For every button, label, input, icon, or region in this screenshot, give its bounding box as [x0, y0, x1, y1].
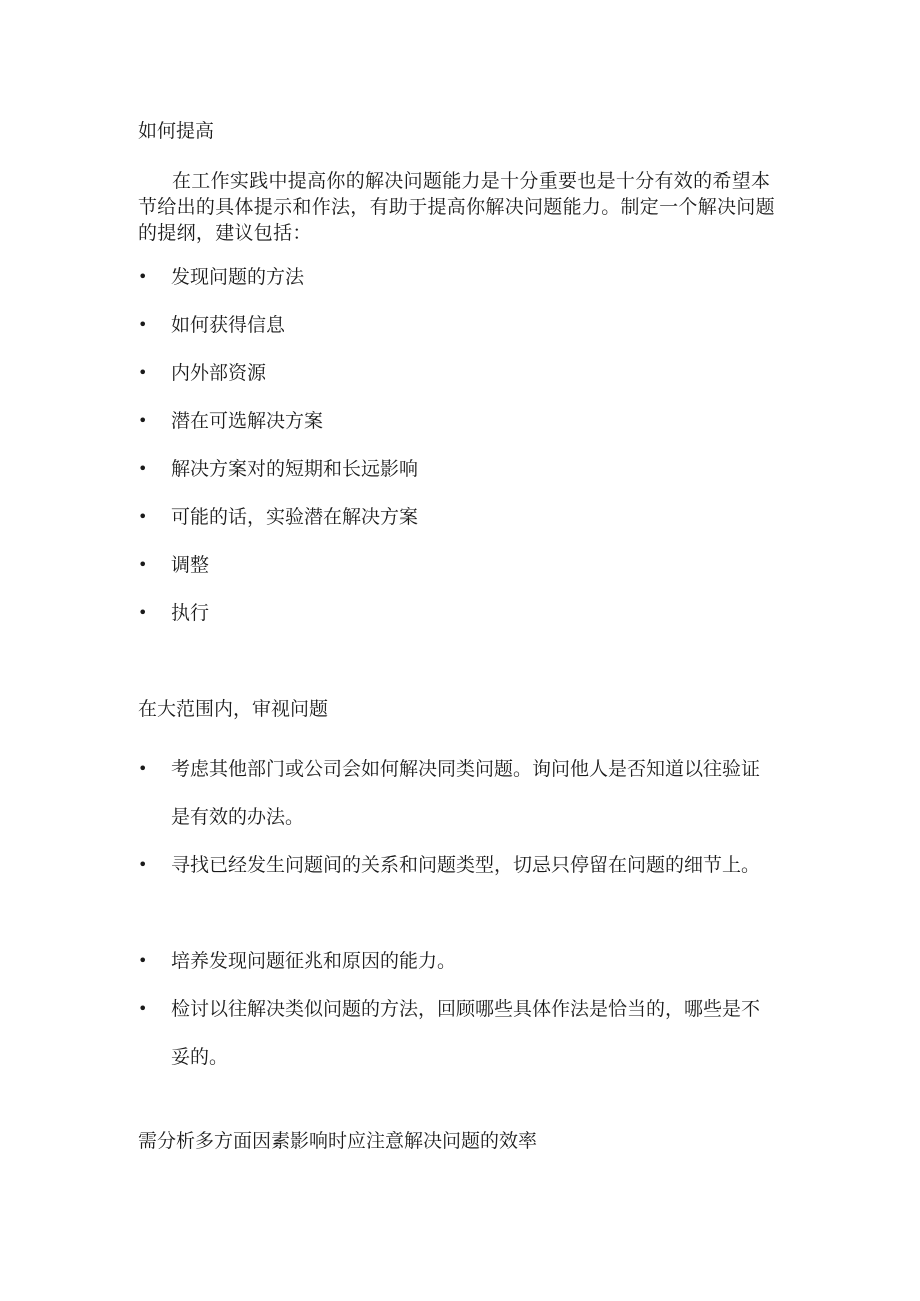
list-item: • 潜在可选解决方案 — [138, 410, 324, 432]
bullet-icon: • — [138, 603, 148, 622]
list-item: • 内外部资源 — [138, 362, 267, 384]
bullet-icon: • — [138, 951, 148, 970]
bullet-icon: • — [138, 267, 148, 286]
list-item: • 执行 — [138, 602, 210, 624]
bullet-icon: • — [138, 363, 148, 382]
list-item: • 调整 — [138, 554, 210, 576]
section-heading-improve: 如何提高 — [138, 120, 215, 142]
outline-list — [138, 265, 788, 649]
bullet-icon: • — [138, 411, 148, 430]
list-item: • 寻找已经发生问题间的关系和问题类型，切忌只停留在问题的细节上。 — [138, 854, 761, 876]
bullet-icon: • — [138, 555, 148, 574]
list-item: • 解决方案对的短期和长远影响 — [138, 458, 419, 480]
section-heading-big-picture: 在大范围内，审视问题 — [138, 698, 329, 720]
big-picture-list — [138, 757, 778, 1093]
bullet-icon: • — [138, 999, 148, 1018]
list-item: • 考虑其他部门或公司会如何解决同类问题。询问他人是否知道以往验证是有效的办法。 — [138, 758, 761, 828]
bullet-icon: • — [138, 855, 148, 874]
bullet-icon: • — [138, 759, 148, 778]
bullet-icon: • — [138, 315, 148, 334]
list-item: • 培养发现问题征兆和原因的能力。 — [138, 950, 457, 972]
bullet-icon: • — [138, 507, 148, 526]
list-item: • 检讨以往解决类似问题的方法，回顾哪些具体作法是恰当的，哪些是不妥的。 — [138, 998, 761, 1068]
list-item: • 可能的话，实验潜在解决方案 — [138, 506, 419, 528]
bullet-icon: • — [138, 459, 148, 478]
section-heading-efficiency: 需分析多方面因素影响时应注意解决问题的效率 — [138, 1130, 538, 1152]
intro-paragraph: 在工作实践中提高你的解决问题能力是十分重要也是十分有效的希望本节给出的具体提示和作法，有助于提高你解决问题能力。制定一个解决问题的提纲，建议包括： — [138, 170, 775, 244]
list-item: • 发现问题的方法 — [138, 266, 305, 288]
list-item: • 如何获得信息 — [138, 314, 286, 336]
